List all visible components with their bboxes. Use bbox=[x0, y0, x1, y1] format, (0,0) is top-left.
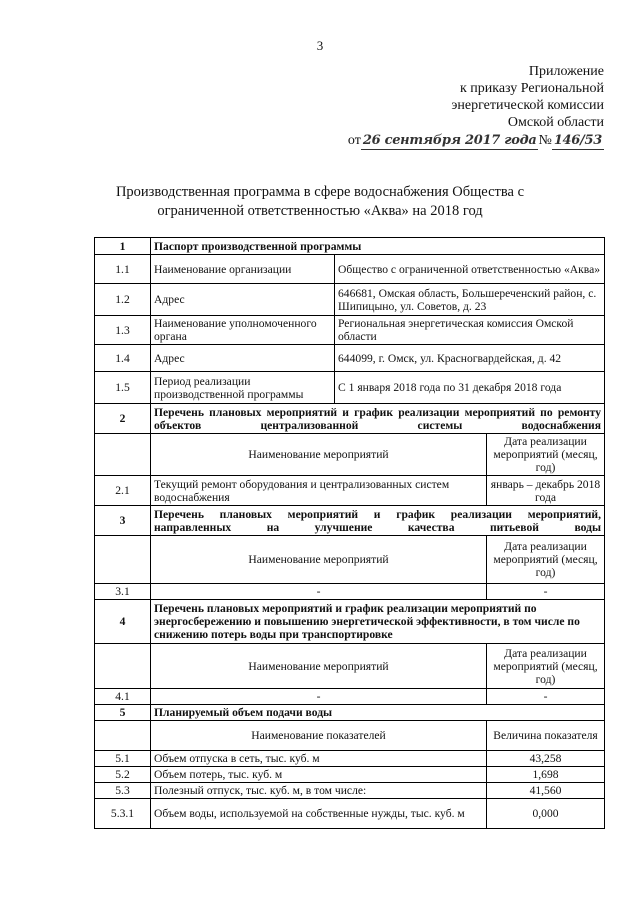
column-header-row bbox=[95, 644, 605, 689]
appendix-line: к приказу Региональной bbox=[459, 81, 604, 96]
column-header-row bbox=[95, 536, 605, 584]
column-header-name: Наименование показателей bbox=[151, 721, 487, 751]
section-4-header bbox=[95, 600, 605, 644]
empty-cell bbox=[95, 434, 151, 476]
column-header-name: Наименование мероприятий bbox=[151, 434, 487, 476]
empty-cell bbox=[95, 536, 151, 584]
section-number: 1 bbox=[95, 238, 151, 255]
order-reference bbox=[348, 132, 604, 150]
table-row bbox=[95, 799, 605, 829]
column-header-row bbox=[95, 434, 605, 476]
column-header-date: Дата реализации мероприятий (месяц, год) bbox=[487, 536, 605, 584]
row-value: 43,258 bbox=[487, 751, 605, 767]
table-row bbox=[95, 783, 605, 799]
section-title: Паспорт производственной программы bbox=[151, 238, 605, 255]
row-name: - bbox=[151, 584, 487, 600]
empty-cell bbox=[95, 644, 151, 689]
row-value: Общество с ограниченной ответственностью «Аква» bbox=[335, 255, 605, 284]
row-number: 5.3.1 bbox=[95, 799, 151, 829]
row-value: 0,000 bbox=[487, 799, 605, 829]
section-title: Перечень плановых мероприятий и график реализации мероприятий, направленных на улучшение качества питьевой воды bbox=[151, 506, 605, 536]
row-number: 1.2 bbox=[95, 284, 151, 316]
row-number: 1.1 bbox=[95, 255, 151, 284]
row-name: Текущий ремонт оборудования и централизованных систем водоснабжения bbox=[151, 476, 487, 506]
row-value: 644099, г. Омск, ул. Красногвардейская, д. 42 bbox=[335, 345, 605, 372]
table-row bbox=[95, 255, 605, 284]
row-date: январь – декабрь 2018 года bbox=[487, 476, 605, 506]
table-row bbox=[95, 689, 605, 705]
row-value: 41,560 bbox=[487, 783, 605, 799]
row-name: Объем отпуска в сеть, тыс. куб. м bbox=[151, 751, 487, 767]
row-value: Региональная энергетическая комиссия Омской области bbox=[335, 316, 605, 345]
row-number: 1.4 bbox=[95, 345, 151, 372]
appendix-line: Омской области bbox=[507, 115, 604, 130]
section-1-header bbox=[95, 238, 605, 255]
row-date: - bbox=[487, 689, 605, 705]
row-number: 4.1 bbox=[95, 689, 151, 705]
row-name: Объем потерь, тыс. куб. м bbox=[151, 767, 487, 783]
page-number: 3 bbox=[316, 38, 324, 53]
appendix-line: Приложение bbox=[528, 64, 604, 79]
column-header-row bbox=[95, 721, 605, 751]
section-title: Перечень плановых мероприятий и график реализации мероприятий по энергосбережению и повышению энергетической эффективности, в том числе по снижению потерь воды при транспортировке bbox=[151, 600, 605, 644]
row-label: Наименование организации bbox=[151, 255, 335, 284]
table-row bbox=[95, 284, 605, 316]
row-number: 3.1 bbox=[95, 584, 151, 600]
row-number: 5.1 bbox=[95, 751, 151, 767]
table-row bbox=[95, 372, 605, 404]
table-row bbox=[95, 767, 605, 783]
document-title: Производственная программа в сфере водоснабжения Общества с ограниченной ответственностью «Аква» на 2018 год bbox=[115, 184, 525, 219]
column-header-date: Дата реализации мероприятий (месяц, год) bbox=[487, 434, 605, 476]
production-program-table bbox=[94, 237, 605, 829]
row-name: - bbox=[151, 689, 487, 705]
section-number: 3 bbox=[95, 506, 151, 536]
column-header-value: Величина показателя bbox=[487, 721, 605, 751]
column-header-date: Дата реализации мероприятий (месяц, год) bbox=[487, 644, 605, 689]
section-number: 4 bbox=[95, 600, 151, 644]
row-label: Адрес bbox=[151, 345, 335, 372]
table-row bbox=[95, 345, 605, 372]
table-row bbox=[95, 316, 605, 345]
table-row bbox=[95, 751, 605, 767]
section-title: Перечень плановых мероприятий и график реализации мероприятий по ремонту объектов централизованной системы водоснабжения bbox=[151, 404, 605, 434]
table-row bbox=[95, 584, 605, 600]
order-date: 26 сентября 2017 года bbox=[362, 133, 537, 148]
section-2-header bbox=[95, 404, 605, 434]
row-date: - bbox=[487, 584, 605, 600]
appendix-block bbox=[348, 63, 604, 150]
section-title: Планируемый объем подачи воды bbox=[151, 705, 605, 721]
row-label: Адрес bbox=[151, 284, 335, 316]
row-value: 646681, Омская область, Большереченский район, с. Шипицыно, ул. Советов, д. 23 bbox=[335, 284, 605, 316]
section-3-header bbox=[95, 506, 605, 536]
row-label: Наименование уполномоченного органа bbox=[151, 316, 335, 345]
column-header-name: Наименование мероприятий bbox=[151, 644, 487, 689]
row-value: С 1 января 2018 года по 31 декабря 2018 года bbox=[335, 372, 605, 404]
row-number: 5.2 bbox=[95, 767, 151, 783]
row-name: Полезный отпуск, тыс. куб. м, в том числе: bbox=[151, 783, 487, 799]
order-number-label: № bbox=[538, 133, 552, 148]
order-prefix: от bbox=[347, 133, 361, 148]
row-number: 2.1 bbox=[95, 476, 151, 506]
section-number: 2 bbox=[95, 404, 151, 434]
row-value: 1,698 bbox=[487, 767, 605, 783]
table-row bbox=[95, 476, 605, 506]
appendix-line: энергетической комиссии bbox=[451, 98, 604, 113]
row-number: 1.5 bbox=[95, 372, 151, 404]
column-header-name: Наименование мероприятий bbox=[151, 536, 487, 584]
order-number: 146/53 bbox=[553, 133, 602, 148]
row-label: Период реализации производственной программы bbox=[151, 372, 335, 404]
row-number: 5.3 bbox=[95, 783, 151, 799]
section-number: 5 bbox=[95, 705, 151, 721]
row-number: 1.3 bbox=[95, 316, 151, 345]
empty-cell bbox=[95, 721, 151, 751]
row-name: Объем воды, используемой на собственные нужды, тыс. куб. м bbox=[151, 799, 487, 829]
section-5-header bbox=[95, 705, 605, 721]
